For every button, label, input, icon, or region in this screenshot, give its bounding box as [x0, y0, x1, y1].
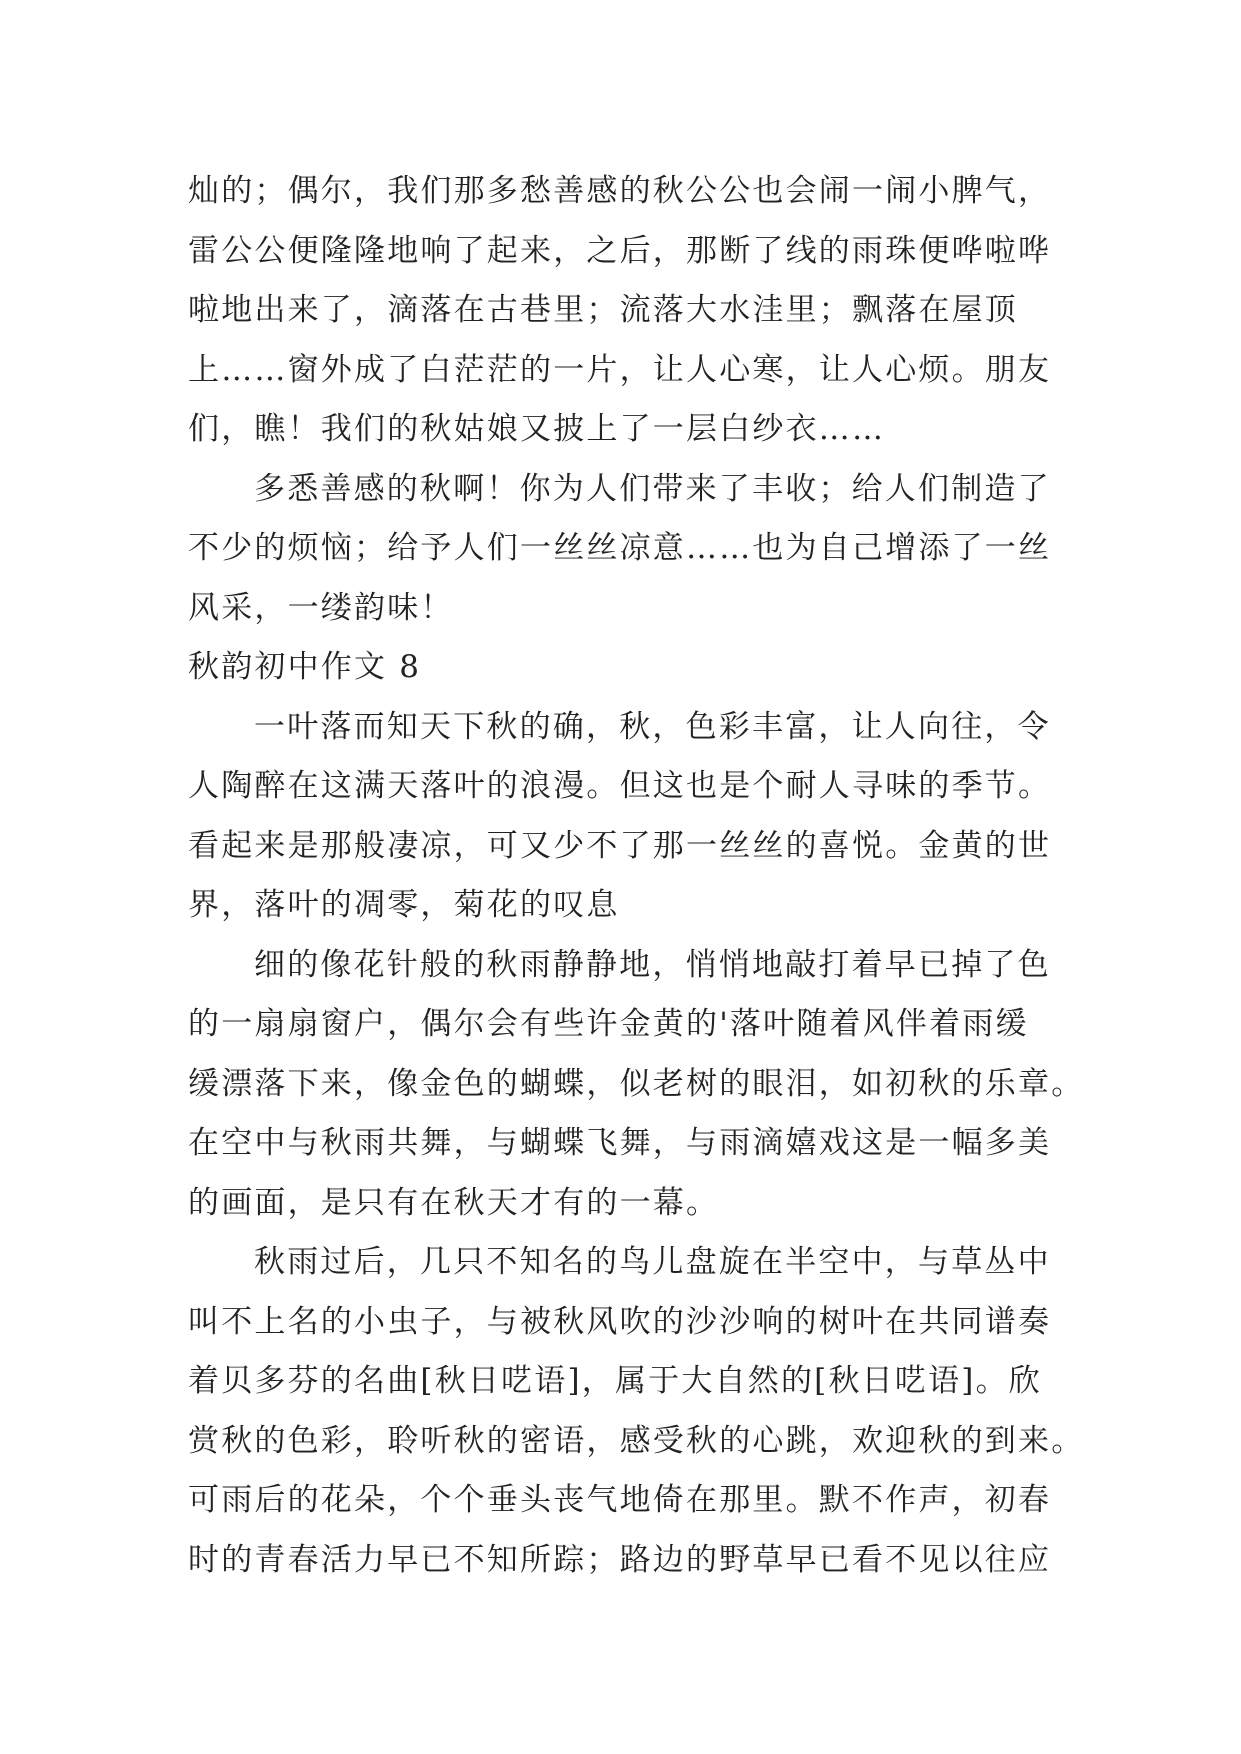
document-body	[188, 162, 1085, 1590]
text-line: 赏秋的色彩，聆听秋的密语，感受秋的心跳，欢迎秋的到来。	[188, 1422, 1085, 1459]
text-line: 灿的；偶尔，我们那多愁善感的秋公公也会闹一闹小脾气，	[188, 173, 1052, 209]
paragraph-start-line: 一叶落而知天下秋的确，秋，色彩丰富，让人向往，令	[254, 708, 1051, 745]
section-heading: 秋韵初中作文 8	[188, 649, 422, 685]
text-line: 着贝多芬的名曲[秋日呓语]，属于大自然的[秋日呓语]。欣	[188, 1363, 1042, 1399]
text-line: 在空中与秋雨共舞，与蝴蝶飞舞，与雨滴嬉戏这是一幅多美	[188, 1125, 1052, 1161]
text-line: 不少的烦恼；给予人们一丝丝凉意……也为自己增添了一丝	[188, 530, 1052, 566]
text-line: 叫不上名的小虫子，与被秋风吹的沙沙响的树叶在共同谱奏	[188, 1303, 1052, 1340]
text-line: 们，瞧！我们的秋姑娘又披上了一层白纱衣……	[188, 411, 886, 447]
text-line: 的一扇扇窗户，偶尔会有些许金黄的'落叶随着风伴着雨缓	[188, 1006, 1029, 1042]
text-line: 雷公公便隆隆地响了起来，之后，那断了线的雨珠便哗啦哗	[188, 232, 1052, 269]
paragraph-start-line: 细的像花针般的秋雨静静地，悄悄地敲打着早已掉了色	[254, 946, 1051, 983]
text-line: 界，落叶的凋零，菊花的叹息	[188, 887, 620, 923]
text-line: 时的青春活力早已不知所踪；路边的野草早已看不见以往应	[188, 1541, 1052, 1578]
text-line: 风采，一缕韵味！	[188, 589, 454, 626]
paragraph-start-line: 多悉善感的秋啊！你为人们带来了丰收；给人们制造了	[254, 470, 1051, 507]
text-line: 看起来是那般凄凉，可又少不了那一丝丝的喜悦。金黄的世	[188, 827, 1052, 864]
text-line: 人陶醉在这满天落叶的浪漫。但这也是个耐人寻味的季节。	[188, 768, 1052, 804]
paragraph-start-line: 秋雨过后，几只不知名的鸟儿盘旋在半空中，与草丛中	[254, 1244, 1051, 1280]
text-line: 缓漂落下来，像金色的蝴蝶，似老树的眼泪，如初秋的乐章。	[188, 1065, 1085, 1102]
text-line: 的画面，是只有在秋天才有的一幕。	[188, 1184, 720, 1221]
text-line: 可雨后的花朵，个个垂头丧气地倚在那里。默不作声，初春	[188, 1482, 1052, 1518]
text-line: 上……窗外成了白茫茫的一片，让人心寒，让人心烦。朋友	[188, 351, 1052, 388]
text-line: 啦地出来了，滴落在古巷里；流落大水洼里；飘落在屋顶	[188, 292, 1018, 328]
